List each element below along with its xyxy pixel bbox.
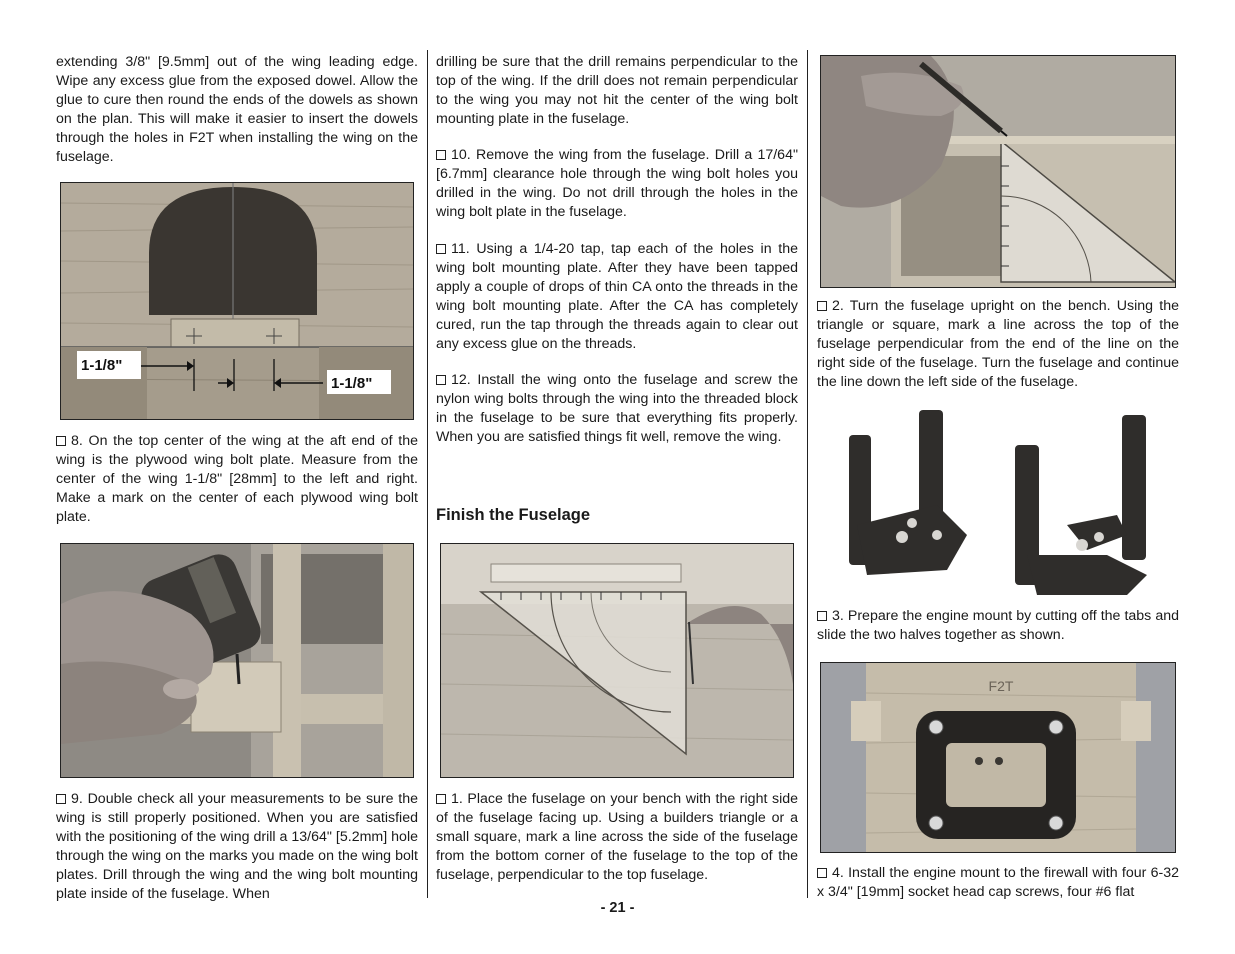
page-number: - 21 -: [600, 900, 635, 916]
step-2: [817, 297, 1179, 392]
step-12-text: 12. Install the wing onto the fuselage and screw the nylon wing bolts through the wing into the threaded block in the fuselage to be sure that everything fits properly. When you are satisfied things fit well, remove the wing.: [436, 372, 798, 445]
photo-drilling-wing: [60, 543, 414, 778]
intro-paragraph: extending 3/8" [9.5mm] out of the wing leading edge. Wipe any excess glue from the exposed dowel. Allow the glue to cure then round the ends of the dowels as shown on the plan. This will make it easier to insert the dowels through the holes in F2T when installing the wing on the fuselage.: [56, 54, 418, 165]
column-divider-1: [427, 50, 428, 898]
step-8-text: 8. On the top center of the wing at the aft end of the wing is the plywood wing bolt plate. Measure from the center of the wing 1-1/8" [28mm] to the left and right. Make a mark on the center of each plywood wing bolt plate.: [56, 433, 418, 525]
step-1: [436, 790, 798, 885]
photo-wing-bolt-plate-measure: [60, 182, 414, 420]
photo-label-f2t: F2T: [988, 678, 1014, 694]
step-4: [817, 864, 1179, 902]
step-1-text: 1. Place the fuselage on your bench with the right side of the fuselage facing up. Using a builders triangle or a small square, mark a line across the side of the fuselage from the bottom corner of the fuselage to the top of the fuselage, perpendicular to the top fuselage.: [436, 791, 798, 883]
photo-triangle-on-fuselage-side: [440, 543, 794, 778]
step-4-text: 4. Install the engine mount to the firewall with four 6-32 x 3/4" [19mm] socket head cap screws, four #6 flat: [817, 865, 1179, 900]
step-2-text: 2. Turn the fuselage upright on the bench. Using the triangle or square, mark a line across the top of the fuselage perpendicular from the end of the line on the right side of the fuselage. Turn the fuselage and continue the line down the left side of the fuselage.: [817, 298, 1179, 390]
step-3-text: 3. Prepare the engine mount by cutting off the tabs and slide the two halves together as shown.: [817, 608, 1179, 643]
checkbox-icon[interactable]: [817, 611, 827, 621]
section-heading: Finish the Fuselage: [436, 506, 591, 524]
step-9: [56, 790, 418, 903]
dimension-label-right: 1-1/8": [331, 375, 373, 392]
checkbox-icon[interactable]: [436, 244, 446, 254]
checkbox-icon[interactable]: [436, 375, 446, 385]
photo-engine-mount-on-firewall: [820, 662, 1176, 853]
step-10: [436, 146, 798, 222]
step-10-text: 10. Remove the wing from the fuselage. Drill a 17/64" [6.7mm] clearance hole through the wing bolt holes you drilled in the wing. Do not drill through the holes in the wing bolt plate in the fuselage.: [436, 147, 798, 220]
checkbox-icon[interactable]: [436, 794, 446, 804]
checkbox-icon[interactable]: [817, 301, 827, 311]
continued-paragraph: drilling be sure that the drill remains perpendicular to the top of the wing. If the drill does not remain perpendicular to the wing you may not hit the center of the wing bolt mounting plate in the fuselage.: [436, 54, 798, 127]
checkbox-icon[interactable]: [56, 436, 66, 446]
checkbox-icon[interactable]: [56, 794, 66, 804]
column-divider-2: [807, 50, 808, 898]
photo-marking-fuselage-top: [820, 55, 1176, 288]
step-11: [436, 240, 798, 353]
photo-engine-mount-halves: [837, 405, 1172, 605]
checkbox-icon[interactable]: [817, 868, 827, 878]
dimension-label-left: 1-1/8": [81, 357, 123, 374]
step-12: [436, 371, 798, 447]
step-8: [56, 432, 418, 527]
step-11-text: 11. Using a 1/4-20 tap, tap each of the holes in the wing bolt mounting plate. After they have been tapped apply a couple of drops of thin CA onto the threads in the wing bolt mounting plate. After the CA has completely cured, run the tap through the threads again to clear out any excess glue on the threads.: [436, 241, 798, 352]
checkbox-icon[interactable]: [436, 150, 446, 160]
step-3: [817, 607, 1179, 645]
step-9-text: 9. Double check all your measurements to be sure the wing is still properly positioned. When you are satisfied with the positioning of the wing drill a 13/64" [5.2mm] hole through the wing on the marks you made on the wing bolt plates. Drill through the wing and the wing bolt mounting plate inside of the fuselage. When: [56, 791, 418, 902]
